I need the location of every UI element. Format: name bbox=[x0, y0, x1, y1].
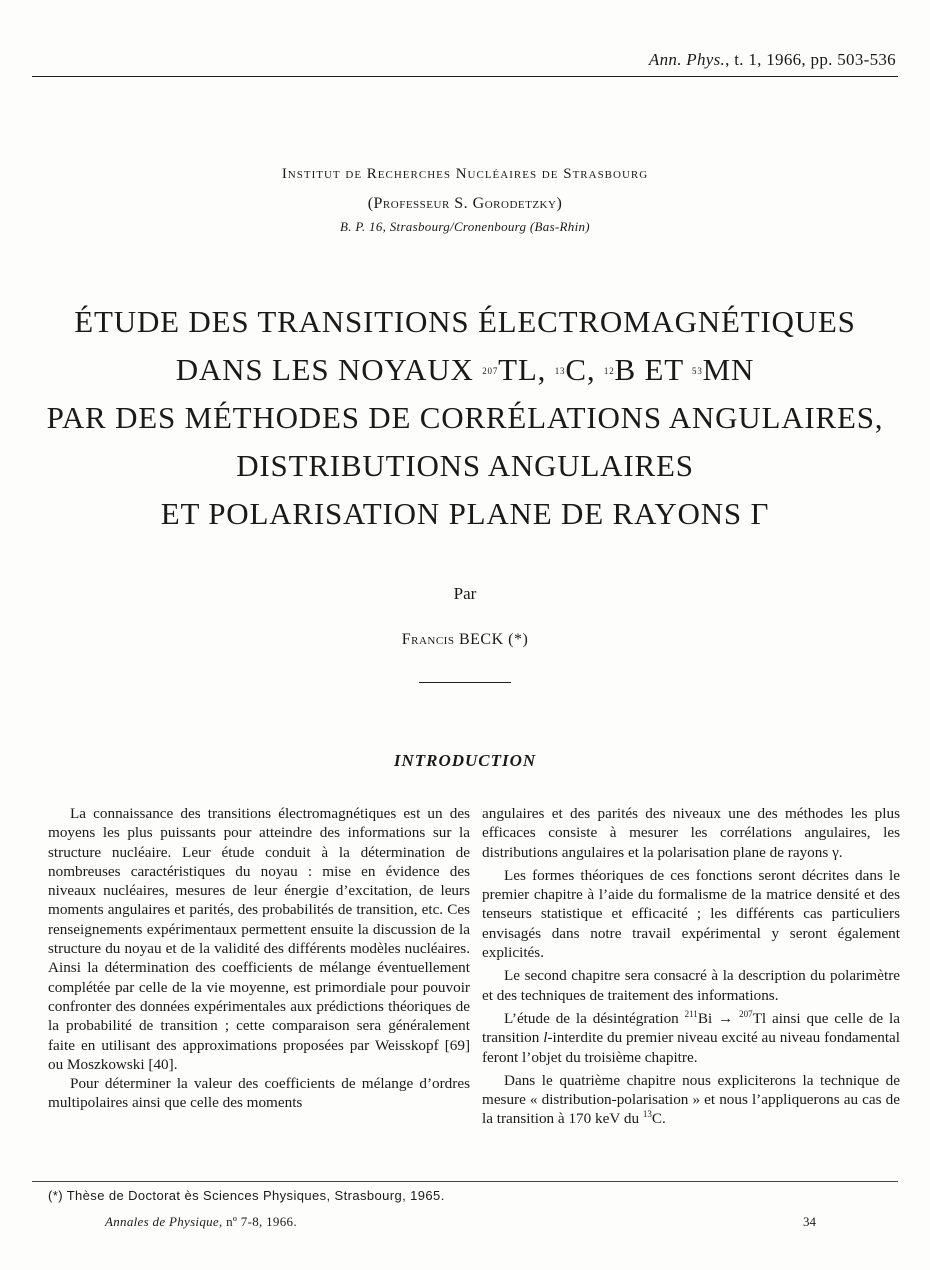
author-first-name: Francis bbox=[401, 631, 455, 648]
tl-mass-number: 207 bbox=[739, 1008, 753, 1019]
footer-journal: Annales de Physique bbox=[105, 1214, 220, 1229]
paragraph bbox=[482, 1071, 900, 1129]
paragraph-text: Dans le quatrième chapitre nous expliciterons la technique de mesure « distribution-polarisation » et nous l’appliquerons au cas de la transition à 170 keV du bbox=[482, 1071, 900, 1128]
mn-mass-number: 53 bbox=[692, 366, 703, 376]
tl-mass-number: 207 bbox=[482, 366, 499, 376]
institute-director: (Professeur S. Gorodetzky) bbox=[367, 195, 563, 212]
paragraph-text: l bbox=[543, 1029, 548, 1047]
paragraph: Pour déterminer la valeur des coefficients de mélange d’ordres multipolaires ainsi que celle des moments bbox=[48, 1075, 470, 1112]
paragraph-text: -interdite du premier niveau excité au niveau fondamental feront l’objet du troisième chapitre. bbox=[482, 1029, 900, 1066]
institute-address: B. P. 16, Strasbourg/Cronenbourg (Bas-Rhin) bbox=[340, 219, 590, 234]
footnote: (*) Thèse de Doctorat ès Sciences Physiques, Strasbourg, 1965. bbox=[48, 1188, 445, 1203]
journal-citation: Ann. Phys., t. 1, 1966, pp. 503-536 bbox=[648, 50, 896, 69]
c-mass-number: 13 bbox=[642, 1109, 652, 1120]
title-line-1: ÉTUDE DES TRANSITIONS ÉLECTROMAGNÉTIQUES bbox=[74, 304, 856, 339]
mn-symbol: MN bbox=[702, 352, 755, 387]
title-line-5: ET POLARISATION PLANE DE RAYONS Γ bbox=[160, 496, 770, 531]
author-name bbox=[0, 631, 930, 649]
footer-citation bbox=[105, 1214, 297, 1230]
paragraph-text: L’étude de la désintégration bbox=[504, 1009, 685, 1027]
c-symbol: C, bbox=[565, 352, 604, 387]
journal-name: Ann. Phys. bbox=[648, 50, 726, 69]
left-column bbox=[48, 804, 470, 1113]
page-number: 34 bbox=[803, 1214, 816, 1229]
journal-volume: t. 1, 1966, pp. 503-536 bbox=[734, 50, 896, 69]
paragraph-text: Bi → bbox=[697, 1009, 740, 1027]
article-title bbox=[0, 298, 930, 538]
paragraph bbox=[482, 1009, 900, 1067]
title-line-3: PAR DES MÉTHODES DE CORRÉLATIONS ANGULAIRES, bbox=[46, 400, 884, 435]
title-line-2-text: DANS LES NOYAUX bbox=[175, 352, 483, 387]
footer-issue: , nº 7-8, 1966. bbox=[219, 1214, 297, 1229]
tl-symbol: TL, bbox=[498, 352, 555, 387]
institute-name: Institut de Recherches Nucléaires de Strasbourg bbox=[281, 166, 649, 182]
footnote-rule bbox=[32, 1181, 898, 1182]
bi-mass-number: 211 bbox=[684, 1008, 698, 1019]
paragraph-text: Tl ainsi que celle de la transition bbox=[482, 1009, 900, 1047]
title-line-4: DISTRIBUTIONS ANGULAIRES bbox=[236, 448, 694, 483]
b-symbol: B ET bbox=[614, 352, 693, 387]
paragraph: Le second chapitre sera consacré à la description du polarimètre et des techniques de traitement des informations. bbox=[482, 967, 900, 1004]
paragraph-text: C. bbox=[651, 1110, 666, 1128]
right-column bbox=[482, 804, 900, 1129]
author-footnote-marker: (*) bbox=[508, 631, 529, 648]
title-line-2 bbox=[0, 346, 930, 394]
paragraph: Les formes théoriques de ces fonctions seront décrites dans le premier chapitre à l’aide du formalisme de la matrice densité et des tenseurs statistique et efficacité ; les différents cas particuliers envisagés dans notre travail expérimental y seront également explicités. bbox=[482, 866, 900, 962]
header-rule bbox=[32, 76, 898, 77]
paragraph: La connaissance des transitions électromagnétiques est un des moyens les plus puissants pour atteindre des informations sur la structure nucléaire. Leur étude conduit à la détermination de nombreuses caractéristiques du noyau : mise en évidence des niveaux nucléaires, mesures de leur énergie d’excitation, de leurs moments angulaires et parités, des probabilités de transition, etc. Ces renseignements expérimentaux permettent ensuite la discussion de la structure du noyau et de la validité des différents modèles nucléaires. Ainsi la détermination des coefficients de mélange éventuellement complétée par celle de la vie moyenne, est primordiale pour pouvoir confronter des données expérimentales aux prédictions théoriques de la probabilité de transition ; cette comparaison sera généralement faite en utilisant des approximations proposées par Weisskopf [69] ou Moszkowski [40]. bbox=[48, 805, 470, 1073]
author-rule bbox=[419, 682, 511, 683]
b-mass-number: 12 bbox=[603, 366, 615, 376]
byline-par: Par bbox=[453, 584, 477, 603]
paragraph: angulaires et des parités des niveaux une des méthodes les plus efficaces consiste à mesurer les corrélations angulaires, les distributions angulaires et la polarisation plane de rayons γ. bbox=[482, 805, 900, 861]
section-heading-introduction: INTRODUCTION bbox=[393, 751, 537, 770]
author-last-name: BECK bbox=[458, 631, 504, 648]
c-mass-number: 13 bbox=[554, 366, 566, 376]
